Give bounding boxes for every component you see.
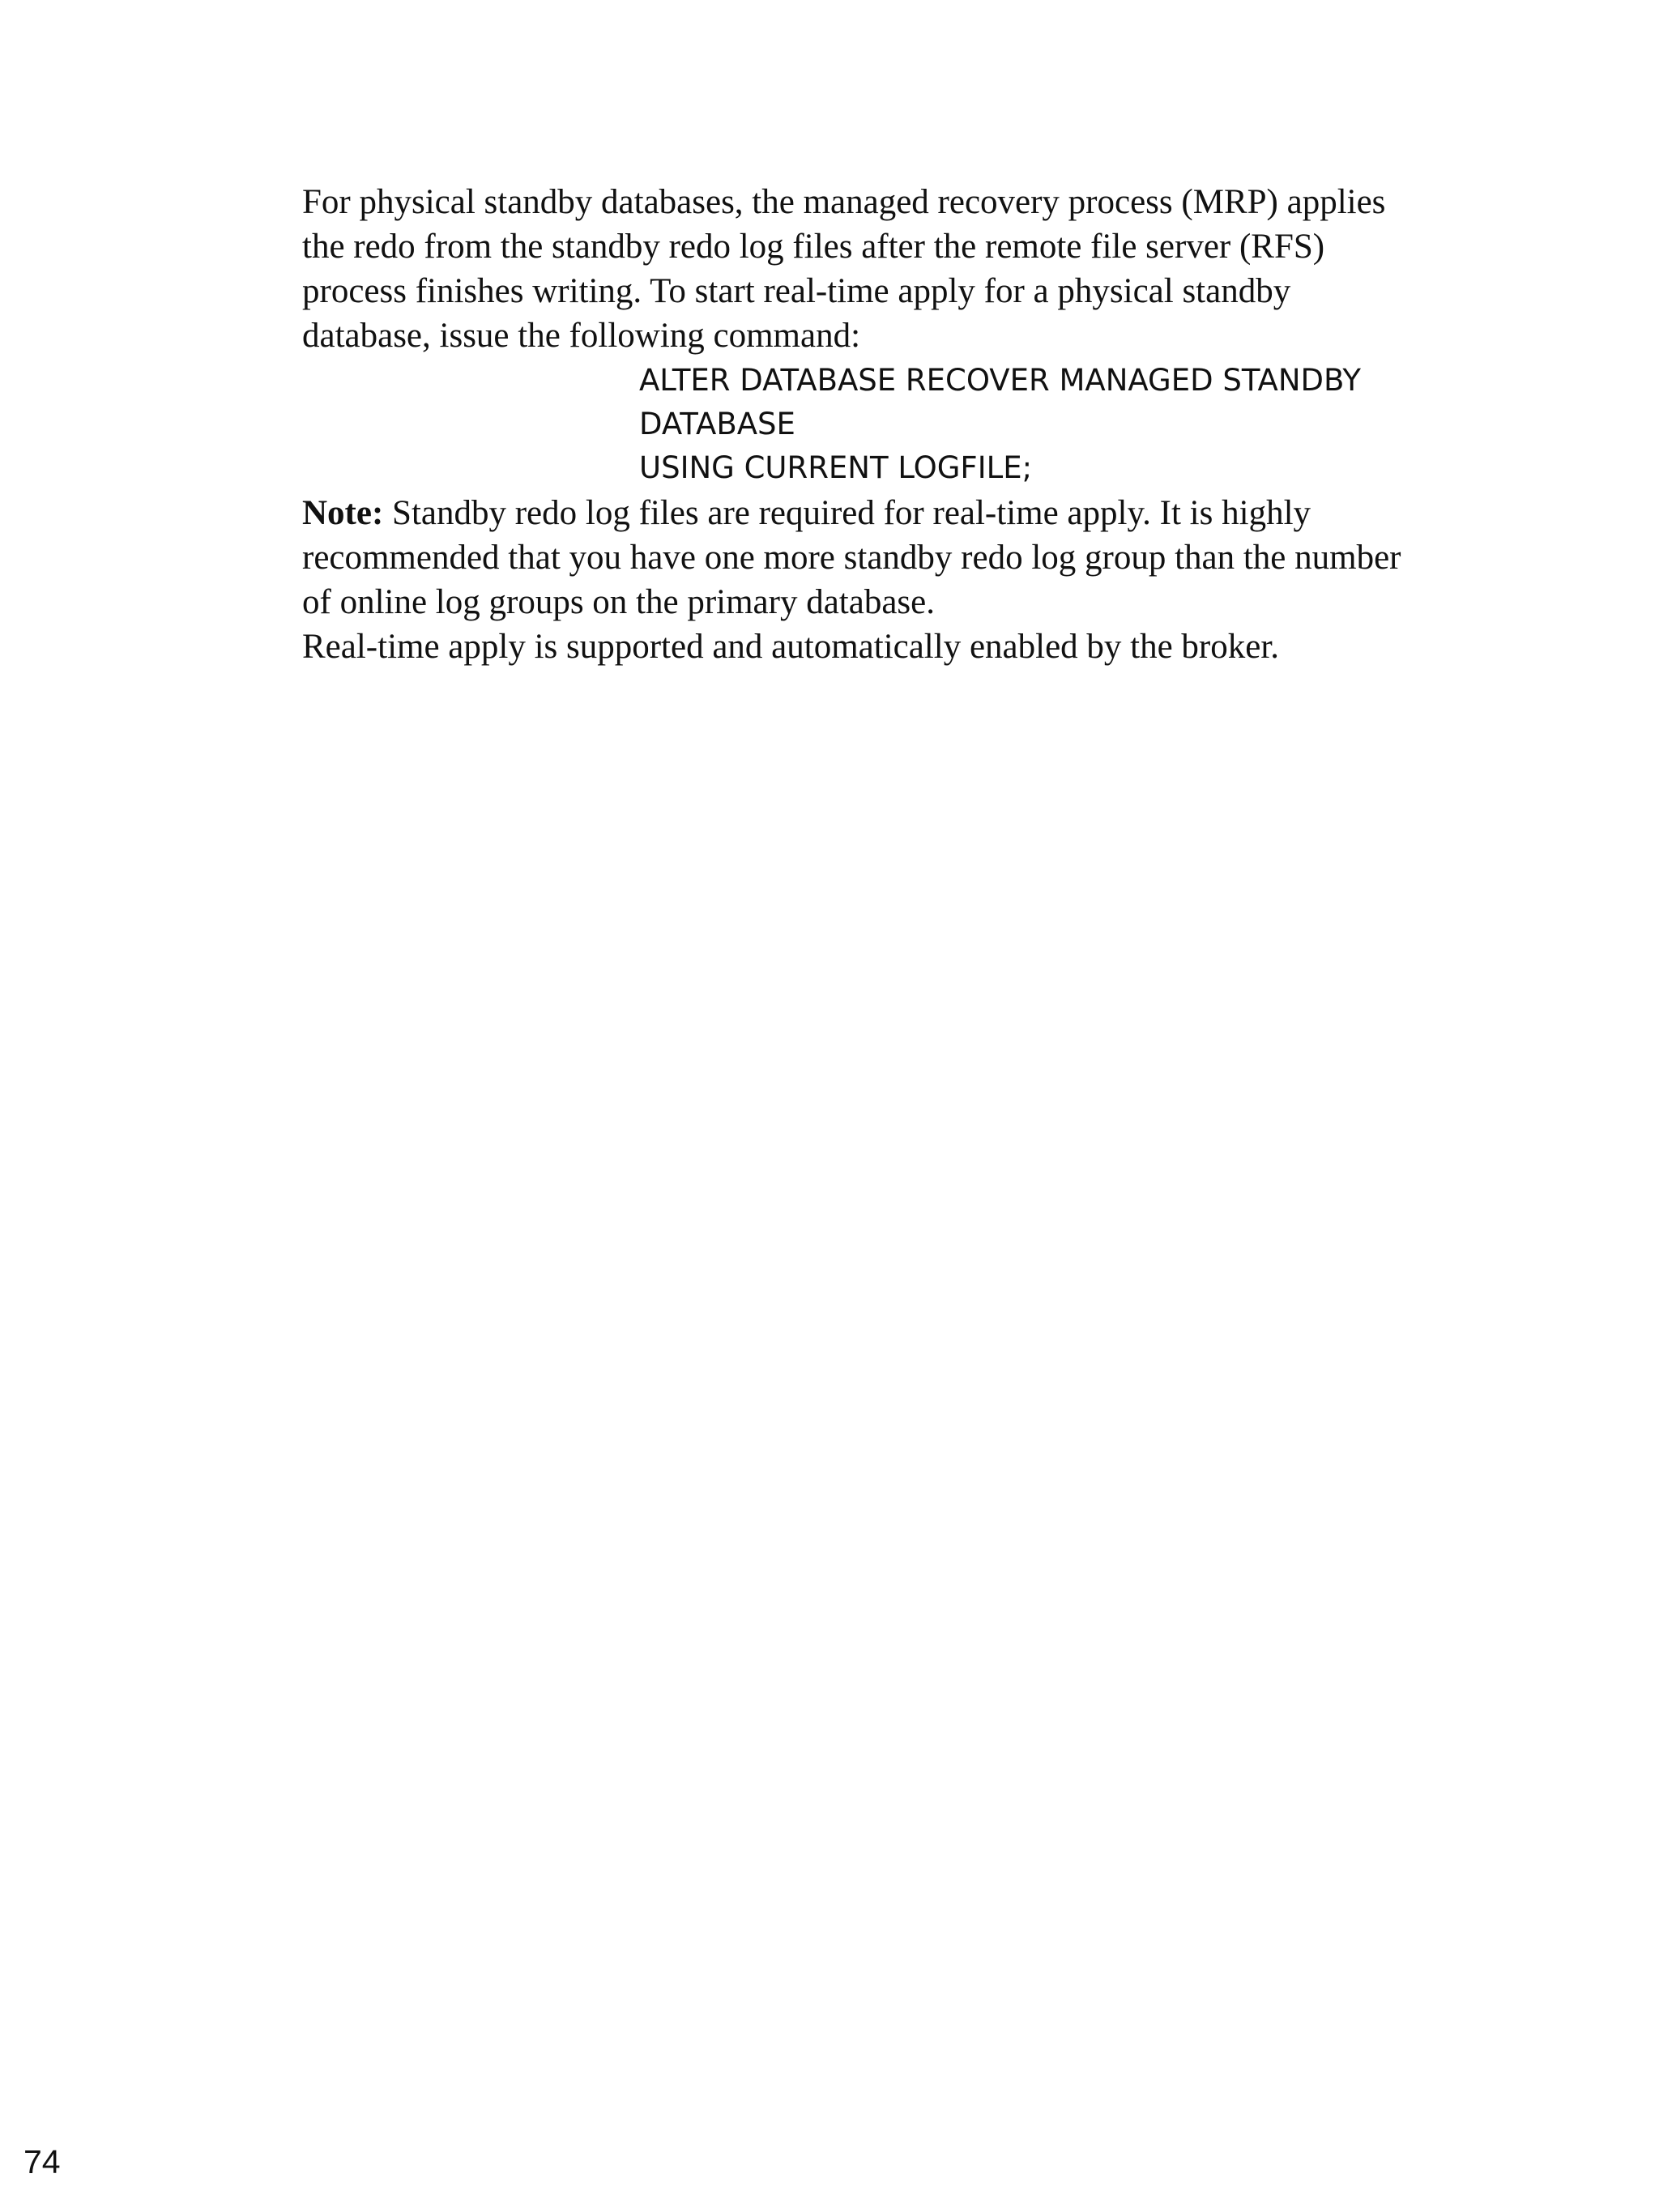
note-line <box>302 491 1311 535</box>
command-line: ALTER DATABASE RECOVER MANAGED STANDBY <box>639 363 1361 398</box>
command-line: DATABASE <box>639 407 795 441</box>
note-label: Note: <box>302 494 384 532</box>
paragraph-line: the redo from the standby redo log files after the remote file server (RFS) <box>302 228 1325 266</box>
closing-line: Real-time apply is supported and automatically enabled by the broker. <box>302 628 1280 666</box>
paragraph-line: database, issue the following command: <box>302 317 861 355</box>
note-line: recommended that you have one more standby redo log group than the number <box>302 539 1401 577</box>
paragraph-line: process finishes writing. To start real-time apply for a physical standby <box>302 272 1291 310</box>
note-line: of online log groups on the primary database. <box>302 583 935 621</box>
page-number: 74 <box>23 2143 61 2180</box>
note-text: Standby redo log files are required for real-time apply. It is highly <box>383 494 1311 532</box>
paragraph-line: For physical standby databases, the managed recovery process (MRP) applies <box>302 183 1386 221</box>
command-line: USING CURRENT LOGFILE; <box>639 450 1033 485</box>
